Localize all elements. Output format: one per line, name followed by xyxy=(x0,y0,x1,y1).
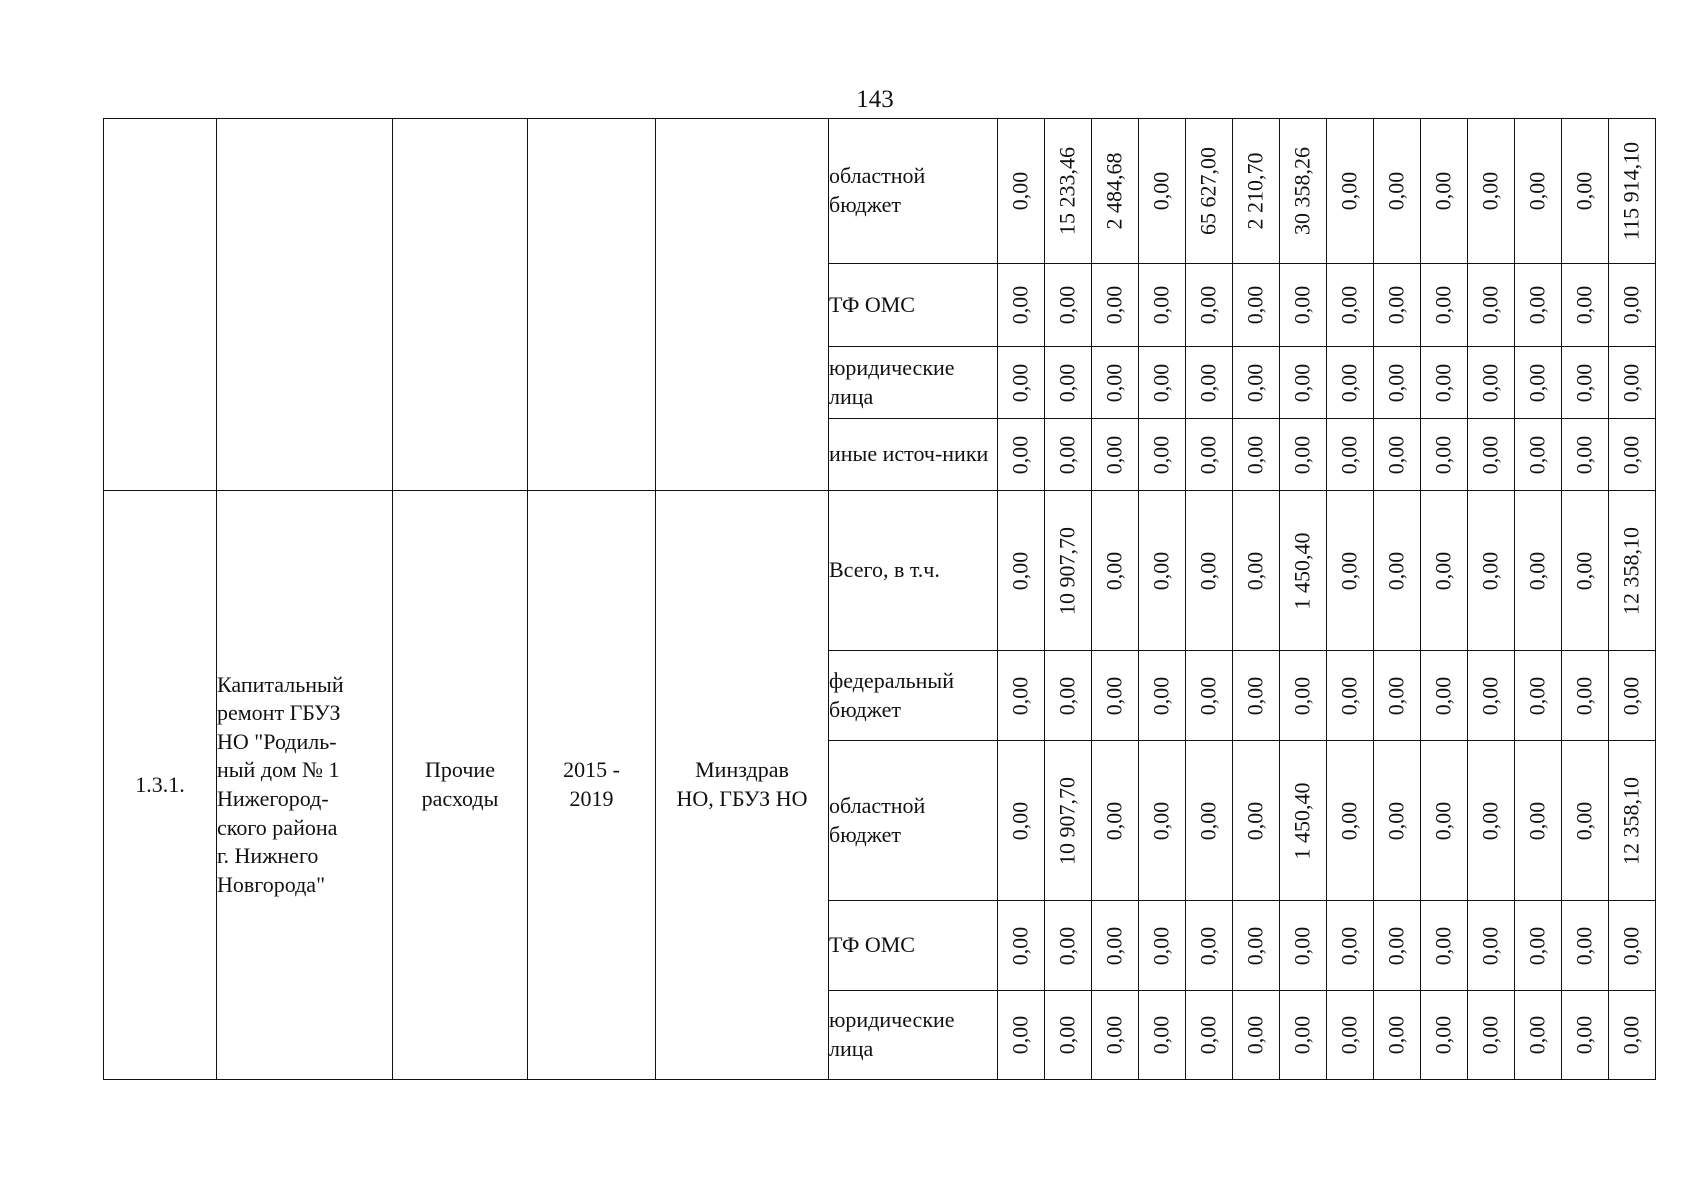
value-text: 0,00 xyxy=(1524,551,1550,590)
value-cell xyxy=(1280,491,1327,651)
value-cell xyxy=(1045,347,1092,419)
value-cell xyxy=(1045,491,1092,651)
value-text: 0,00 xyxy=(1477,551,1503,590)
value-text: 0,00 xyxy=(1007,435,1033,474)
value-text: 0,00 xyxy=(1054,676,1080,715)
value-cell xyxy=(998,264,1045,347)
value-cell xyxy=(1280,991,1327,1080)
value-cell xyxy=(1327,651,1374,741)
value-cell xyxy=(1609,264,1656,347)
value-text: 0,00 xyxy=(1383,801,1409,840)
value-text: 0,00 xyxy=(1524,676,1550,715)
item-name-line: НО "Родиль- xyxy=(217,728,337,754)
empty-merged-cell xyxy=(656,119,829,491)
source-cell: юридические лица xyxy=(829,347,998,419)
value-text: 0,00 xyxy=(1571,801,1597,840)
value-cell xyxy=(1374,347,1421,419)
value-cell xyxy=(1609,347,1656,419)
value-text: 0,00 xyxy=(1101,551,1127,590)
value-cell xyxy=(1092,741,1139,901)
value-text: 2 210,70 xyxy=(1242,152,1268,230)
value-cell xyxy=(1515,991,1562,1080)
value-text: 0,00 xyxy=(1242,801,1268,840)
value-cell xyxy=(1562,991,1609,1080)
empty-merged-cell xyxy=(528,119,656,491)
table-row xyxy=(104,119,1656,264)
value-cell xyxy=(1609,491,1656,651)
item-name-line: ского района xyxy=(217,814,338,840)
value-cell xyxy=(1186,991,1233,1080)
value-cell xyxy=(1186,419,1233,491)
value-cell xyxy=(1562,901,1609,991)
value-cell xyxy=(1186,491,1233,651)
value-cell xyxy=(1468,419,1515,491)
value-cell xyxy=(1374,264,1421,347)
value-cell xyxy=(1374,651,1421,741)
value-cell xyxy=(1468,901,1515,991)
value-cell xyxy=(1374,741,1421,901)
value-text: 0,00 xyxy=(1195,801,1221,840)
value-cell xyxy=(1562,741,1609,901)
value-cell xyxy=(1468,347,1515,419)
value-text: 0,00 xyxy=(1101,435,1127,474)
value-cell xyxy=(1562,651,1609,741)
page-number: 143 xyxy=(856,86,894,113)
period-line: 2019 xyxy=(569,786,614,811)
value-cell xyxy=(1374,491,1421,651)
value-cell xyxy=(1421,741,1468,901)
table-row xyxy=(104,491,1656,651)
item-name-line: ремонт ГБУЗ xyxy=(217,700,341,726)
value-cell xyxy=(1562,264,1609,347)
value-cell xyxy=(1186,651,1233,741)
value-text: 0,00 xyxy=(1336,551,1362,590)
value-cell xyxy=(1092,419,1139,491)
value-text: 0,00 xyxy=(1336,926,1362,965)
value-cell xyxy=(1327,264,1374,347)
value-text: 0,00 xyxy=(1524,801,1550,840)
value-cell xyxy=(1233,347,1280,419)
value-cell xyxy=(1327,347,1374,419)
value-text: 0,00 xyxy=(1571,551,1597,590)
value-text: 0,00 xyxy=(1618,363,1644,402)
value-text: 0,00 xyxy=(1524,926,1550,965)
value-text: 0,00 xyxy=(1571,1015,1597,1055)
value-text: 0,00 xyxy=(1148,171,1174,211)
value-cell xyxy=(1609,991,1656,1080)
value-text: 12 358,10 xyxy=(1618,776,1644,865)
value-cell xyxy=(1374,991,1421,1080)
value-text: 0,00 xyxy=(1242,285,1268,325)
executor-line: Минздрав xyxy=(695,757,789,783)
value-text: 0,00 xyxy=(1618,926,1644,965)
value-text: 0,00 xyxy=(1007,285,1033,325)
value-text: 0,00 xyxy=(1101,676,1127,715)
value-cell xyxy=(1092,491,1139,651)
value-text: 0,00 xyxy=(1148,676,1174,715)
value-text: 0,00 xyxy=(1571,285,1597,325)
value-text: 0,00 xyxy=(1007,676,1033,715)
value-text: 0,00 xyxy=(1336,363,1362,402)
value-text: 0,00 xyxy=(1289,363,1315,402)
value-text: 0,00 xyxy=(1618,1015,1644,1055)
expense-type-line: Прочие xyxy=(425,757,495,783)
value-cell xyxy=(1186,264,1233,347)
value-cell xyxy=(1139,119,1186,264)
value-text: 0,00 xyxy=(1054,1015,1080,1055)
value-cell xyxy=(1421,651,1468,741)
item-name-line: Капитальный xyxy=(217,671,344,697)
item-name-cell xyxy=(217,491,393,1080)
value-cell xyxy=(1139,991,1186,1080)
value-cell xyxy=(1233,119,1280,264)
value-text: 115 914,10 xyxy=(1618,141,1644,241)
value-text: 0,00 xyxy=(1148,1015,1174,1055)
value-text: 0,00 xyxy=(1618,285,1644,325)
value-text: 0,00 xyxy=(1383,171,1409,211)
value-cell xyxy=(1045,651,1092,741)
value-cell xyxy=(1327,741,1374,901)
value-text: 0,00 xyxy=(1195,676,1221,715)
value-cell xyxy=(998,491,1045,651)
value-cell xyxy=(1139,491,1186,651)
value-text: 0,00 xyxy=(1148,285,1174,325)
value-cell xyxy=(1468,264,1515,347)
value-cell xyxy=(1233,491,1280,651)
value-text: 0,00 xyxy=(1195,435,1221,474)
empty-merged-cell xyxy=(217,119,393,491)
value-cell xyxy=(1280,651,1327,741)
value-text: 0,00 xyxy=(1524,363,1550,402)
value-cell xyxy=(1280,347,1327,419)
source-cell: ТФ ОМС xyxy=(829,264,998,347)
value-text: 0,00 xyxy=(1477,435,1503,474)
value-cell xyxy=(1233,741,1280,901)
value-text: 0,00 xyxy=(1336,801,1362,840)
value-text: 0,00 xyxy=(1148,363,1174,402)
value-text: 0,00 xyxy=(1383,435,1409,474)
value-cell xyxy=(998,991,1045,1080)
value-text: 2 484,68 xyxy=(1101,152,1127,230)
source-cell: областной бюджет xyxy=(829,119,998,264)
value-cell xyxy=(1327,119,1374,264)
value-cell xyxy=(1515,651,1562,741)
value-cell xyxy=(998,419,1045,491)
value-text: 12 358,10 xyxy=(1618,526,1644,615)
value-cell xyxy=(1092,901,1139,991)
item-name-line: Нижегород- xyxy=(217,786,329,811)
executor-cell xyxy=(656,491,829,1080)
value-cell xyxy=(1233,651,1280,741)
value-cell xyxy=(1280,901,1327,991)
value-cell xyxy=(1421,264,1468,347)
value-cell xyxy=(998,651,1045,741)
value-cell xyxy=(1421,419,1468,491)
expense-type-line: расходы xyxy=(421,786,499,811)
value-cell xyxy=(1327,901,1374,991)
value-text: 0,00 xyxy=(1195,285,1221,325)
value-text: 0,00 xyxy=(1007,363,1033,402)
value-text: 0,00 xyxy=(1007,1015,1033,1055)
value-text: 0,00 xyxy=(1148,801,1174,840)
value-cell xyxy=(1327,991,1374,1080)
value-cell xyxy=(1515,264,1562,347)
period-cell xyxy=(528,491,656,1080)
value-text: 0,00 xyxy=(1383,363,1409,402)
value-text: 0,00 xyxy=(1242,926,1268,965)
value-text: 0,00 xyxy=(1289,1015,1315,1055)
value-text: 1 450,40 xyxy=(1289,532,1315,609)
value-cell xyxy=(1515,347,1562,419)
value-cell xyxy=(1139,347,1186,419)
value-text: 0,00 xyxy=(1336,1015,1362,1055)
value-cell xyxy=(1092,991,1139,1080)
value-cell xyxy=(1233,991,1280,1080)
value-cell xyxy=(1139,651,1186,741)
value-text: 0,00 xyxy=(1430,363,1456,402)
value-text: 0,00 xyxy=(1571,171,1597,211)
source-cell: Всего, в т.ч. xyxy=(829,491,998,651)
value-cell xyxy=(1186,901,1233,991)
value-text: 0,00 xyxy=(1571,926,1597,965)
value-cell xyxy=(1186,741,1233,901)
value-text: 0,00 xyxy=(1477,285,1503,325)
budget-table xyxy=(103,118,1656,1080)
value-cell xyxy=(1374,119,1421,264)
value-cell xyxy=(1139,419,1186,491)
value-cell xyxy=(1421,347,1468,419)
value-text: 0,00 xyxy=(1477,926,1503,965)
value-text: 0,00 xyxy=(1524,1015,1550,1055)
value-cell xyxy=(1045,264,1092,347)
value-text: 1 450,40 xyxy=(1289,782,1315,859)
value-text: 0,00 xyxy=(1289,926,1315,965)
value-cell xyxy=(1045,901,1092,991)
value-text: 0,00 xyxy=(1430,285,1456,325)
value-text: 0,00 xyxy=(1383,1015,1409,1055)
value-text: 30 358,26 xyxy=(1289,147,1315,235)
value-text: 0,00 xyxy=(1524,171,1550,211)
value-text: 0,00 xyxy=(1289,435,1315,474)
value-text: 0,00 xyxy=(1430,551,1456,590)
value-cell xyxy=(998,119,1045,264)
value-text: 0,00 xyxy=(1242,676,1268,715)
value-text: 0,00 xyxy=(1524,435,1550,474)
value-text: 0,00 xyxy=(1101,1015,1127,1055)
value-cell xyxy=(1609,651,1656,741)
value-cell xyxy=(1562,119,1609,264)
empty-merged-cell xyxy=(393,119,528,491)
value-text: 0,00 xyxy=(1101,285,1127,325)
source-cell: иные источ-ники xyxy=(829,419,998,491)
value-text: 0,00 xyxy=(1007,926,1033,965)
source-cell: ТФ ОМС xyxy=(829,901,998,991)
value-cell xyxy=(1515,119,1562,264)
value-text: 0,00 xyxy=(1054,926,1080,965)
value-cell xyxy=(1562,347,1609,419)
value-cell xyxy=(1515,901,1562,991)
value-cell xyxy=(1562,419,1609,491)
value-text: 0,00 xyxy=(1007,801,1033,840)
value-cell xyxy=(1233,901,1280,991)
value-cell xyxy=(1468,741,1515,901)
value-cell xyxy=(1374,901,1421,991)
value-text: 0,00 xyxy=(1148,551,1174,590)
value-text: 0,00 xyxy=(1383,926,1409,965)
value-text: 0,00 xyxy=(1148,926,1174,965)
value-text: 0,00 xyxy=(1571,435,1597,474)
value-text: 0,00 xyxy=(1477,171,1503,211)
value-text: 0,00 xyxy=(1430,171,1456,211)
value-text: 0,00 xyxy=(1242,1015,1268,1055)
value-cell xyxy=(1092,651,1139,741)
value-text: 0,00 xyxy=(1054,435,1080,474)
value-text: 0,00 xyxy=(1054,363,1080,402)
value-text: 0,00 xyxy=(1195,926,1221,965)
value-cell xyxy=(1609,419,1656,491)
value-text: 0,00 xyxy=(1618,676,1644,715)
value-cell xyxy=(1421,119,1468,264)
value-cell xyxy=(1280,419,1327,491)
value-text: 15 233,46 xyxy=(1054,147,1080,235)
item-name-line: г. Нижнего xyxy=(217,843,319,869)
value-text: 0,00 xyxy=(1477,1015,1503,1055)
value-text: 0,00 xyxy=(1618,435,1644,474)
source-cell: федеральный бюджет xyxy=(829,651,998,741)
value-cell xyxy=(1468,491,1515,651)
value-text: 0,00 xyxy=(1430,435,1456,474)
value-cell xyxy=(1092,119,1139,264)
value-text: 0,00 xyxy=(1101,926,1127,965)
value-text: 0,00 xyxy=(1007,171,1033,211)
value-text: 0,00 xyxy=(1242,435,1268,474)
value-text: 0,00 xyxy=(1477,363,1503,402)
value-cell xyxy=(1233,419,1280,491)
value-cell xyxy=(1186,347,1233,419)
value-text: 0,00 xyxy=(1571,676,1597,715)
value-cell xyxy=(1139,901,1186,991)
value-cell xyxy=(1186,119,1233,264)
value-cell xyxy=(1609,119,1656,264)
expense-type-cell xyxy=(393,491,528,1080)
value-cell xyxy=(1139,264,1186,347)
value-text: 0,00 xyxy=(1007,551,1033,590)
value-text: 0,00 xyxy=(1101,801,1127,840)
value-text: 10 907,70 xyxy=(1054,776,1080,865)
value-text: 0,00 xyxy=(1383,551,1409,590)
value-cell xyxy=(1468,651,1515,741)
value-text: 0,00 xyxy=(1242,551,1268,590)
value-cell xyxy=(1045,991,1092,1080)
value-cell xyxy=(1045,741,1092,901)
value-cell xyxy=(1468,991,1515,1080)
value-cell xyxy=(1515,419,1562,491)
value-text: 0,00 xyxy=(1383,676,1409,715)
item-name-line: ный дом № 1 xyxy=(217,757,340,783)
period-line: 2015 - xyxy=(563,757,620,783)
value-cell xyxy=(1468,119,1515,264)
value-cell xyxy=(1327,491,1374,651)
value-text: 0,00 xyxy=(1430,801,1456,840)
value-text: 0,00 xyxy=(1195,551,1221,590)
value-cell xyxy=(1092,264,1139,347)
value-text: 0,00 xyxy=(1383,285,1409,325)
value-cell xyxy=(1562,491,1609,651)
value-cell xyxy=(1092,347,1139,419)
value-text: 10 907,70 xyxy=(1054,526,1080,615)
value-text: 0,00 xyxy=(1430,676,1456,715)
value-text: 0,00 xyxy=(1289,676,1315,715)
value-cell xyxy=(1045,419,1092,491)
item-code-cell: 1.3.1. xyxy=(104,491,217,1080)
value-text: 0,00 xyxy=(1477,676,1503,715)
value-text: 0,00 xyxy=(1477,801,1503,840)
value-text: 0,00 xyxy=(1195,1015,1221,1055)
value-cell xyxy=(1327,419,1374,491)
value-text: 0,00 xyxy=(1101,363,1127,402)
value-text: 0,00 xyxy=(1430,926,1456,965)
value-text: 0,00 xyxy=(1336,676,1362,715)
value-cell xyxy=(1045,119,1092,264)
value-text: 0,00 xyxy=(1195,363,1221,402)
value-cell xyxy=(1421,991,1468,1080)
value-text: 0,00 xyxy=(1336,171,1362,211)
value-cell xyxy=(1233,264,1280,347)
value-cell xyxy=(998,347,1045,419)
value-cell xyxy=(1609,901,1656,991)
value-cell xyxy=(1515,491,1562,651)
value-text: 0,00 xyxy=(1054,285,1080,325)
value-text: 0,00 xyxy=(1571,363,1597,402)
value-cell xyxy=(1609,741,1656,901)
value-cell xyxy=(998,741,1045,901)
value-cell xyxy=(1280,264,1327,347)
value-text: 0,00 xyxy=(1289,285,1315,325)
value-cell xyxy=(1280,119,1327,264)
executor-line: НО, ГБУЗ НО xyxy=(676,786,808,811)
value-cell xyxy=(998,901,1045,991)
value-cell xyxy=(1421,491,1468,651)
value-text: 0,00 xyxy=(1430,1015,1456,1055)
source-cell: областной бюджет xyxy=(829,741,998,901)
source-cell: юридические лица xyxy=(829,991,998,1080)
value-text: 0,00 xyxy=(1148,435,1174,474)
value-text: 0,00 xyxy=(1242,363,1268,402)
value-cell xyxy=(1515,741,1562,901)
value-text: 65 627,00 xyxy=(1195,147,1221,235)
value-cell xyxy=(1374,419,1421,491)
value-text: 0,00 xyxy=(1336,435,1362,474)
value-cell xyxy=(1139,741,1186,901)
value-cell xyxy=(1280,741,1327,901)
value-cell xyxy=(1421,901,1468,991)
value-text: 0,00 xyxy=(1524,285,1550,325)
item-name-line: Новгорода" xyxy=(217,871,326,897)
empty-merged-cell xyxy=(104,119,217,491)
value-text: 0,00 xyxy=(1336,285,1362,325)
